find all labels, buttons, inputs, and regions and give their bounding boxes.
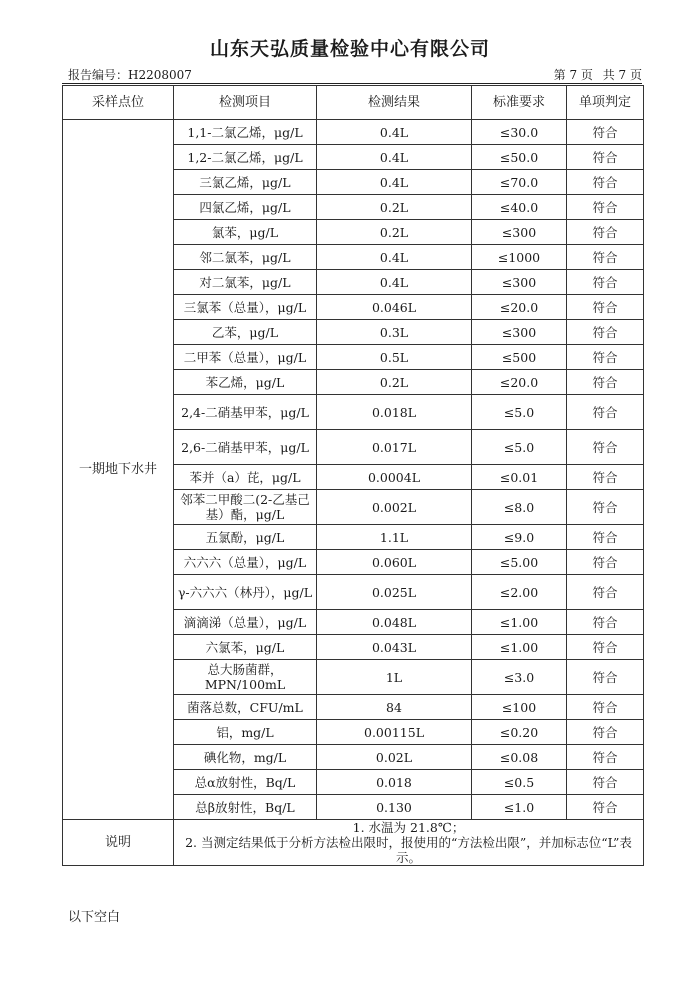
test-result: 0.4L — [317, 245, 472, 270]
test-item: 碘化物，mg/L — [174, 745, 317, 770]
standard-requirement: ≤20.0 — [472, 295, 567, 320]
col-header-result: 检测结果 — [317, 86, 472, 120]
col-header-verdict: 单项判定 — [567, 86, 644, 120]
company-title: 山东天弘质量检验中心有限公司 — [209, 38, 490, 60]
test-item: 乙苯，μg/L — [174, 320, 317, 345]
blank-below-note: 以下空白 — [68, 910, 121, 925]
test-result: 1.1L — [317, 525, 472, 550]
standard-requirement: ≤1.00 — [472, 635, 567, 660]
note-line: 2. 当测定结果低于分析方法检出限时，报使用的“方法检出限”，并加标志位“L”表示。 — [185, 835, 632, 865]
test-result: 0.4L — [317, 270, 472, 295]
test-item: 氯苯，μg/L — [174, 220, 317, 245]
verdict: 符合 — [567, 695, 644, 720]
verdict: 符合 — [567, 245, 644, 270]
test-result: 0.025L — [317, 575, 472, 610]
notes-content — [174, 820, 644, 866]
standard-requirement: ≤0.5 — [472, 770, 567, 795]
verdict: 符合 — [567, 635, 644, 660]
standard-requirement: ≤70.0 — [472, 170, 567, 195]
test-item: 三氯苯（总量），μg/L — [174, 295, 317, 320]
verdict: 符合 — [567, 270, 644, 295]
test-item: 2,6-二硝基甲苯，μg/L — [174, 430, 317, 465]
test-result: 84 — [317, 695, 472, 720]
test-result: 0.060L — [317, 550, 472, 575]
notes-label: 说明 — [63, 820, 174, 866]
header-rule — [62, 83, 642, 84]
standard-requirement: ≤8.0 — [472, 490, 567, 525]
test-item: 二甲苯（总量），μg/L — [174, 345, 317, 370]
col-header-site: 采样点位 — [63, 86, 174, 120]
standard-requirement: ≤20.0 — [472, 370, 567, 395]
test-item: 四氯乙烯，μg/L — [174, 195, 317, 220]
standard-requirement: ≤300 — [472, 220, 567, 245]
report-number: 报告编号：H2208007 — [68, 68, 192, 82]
verdict: 符合 — [567, 770, 644, 795]
verdict: 符合 — [567, 220, 644, 245]
verdict: 符合 — [567, 525, 644, 550]
standard-requirement: ≤3.0 — [472, 660, 567, 695]
test-item: 苯乙烯，μg/L — [174, 370, 317, 395]
col-header-item: 检测项目 — [174, 86, 317, 120]
standard-requirement: ≤30.0 — [472, 120, 567, 145]
test-item: 1,2-二氯乙烯，μg/L — [174, 145, 317, 170]
test-item: 对二氯苯，μg/L — [174, 270, 317, 295]
test-result: 0.00115L — [317, 720, 472, 745]
col-header-standard: 标准要求 — [472, 86, 567, 120]
test-result: 0.017L — [317, 430, 472, 465]
page-number: 第 7 页 — [553, 68, 593, 82]
page-indicator — [548, 66, 642, 83]
standard-requirement: ≤0.01 — [472, 465, 567, 490]
verdict: 符合 — [567, 745, 644, 770]
test-item: 三氯乙烯，μg/L — [174, 170, 317, 195]
sampling-site: 一期地下水井 — [63, 120, 174, 820]
test-result: 0.018 — [317, 770, 472, 795]
verdict: 符合 — [567, 575, 644, 610]
verdict: 符合 — [567, 170, 644, 195]
test-item: 1,1-二氯乙烯，μg/L — [174, 120, 317, 145]
test-result: 0.4L — [317, 120, 472, 145]
verdict: 符合 — [567, 370, 644, 395]
test-item: 菌落总数，CFU/mL — [174, 695, 317, 720]
standard-requirement: ≤1.0 — [472, 795, 567, 820]
test-item: γ-六六六（林丹），μg/L — [174, 575, 317, 610]
standard-requirement: ≤40.0 — [472, 195, 567, 220]
standard-requirement: ≤5.0 — [472, 430, 567, 465]
standard-requirement: ≤5.0 — [472, 395, 567, 430]
standard-requirement: ≤300 — [472, 270, 567, 295]
test-result: 0.0004L — [317, 465, 472, 490]
test-item: 总α放射性，Bq/L — [174, 770, 317, 795]
standard-requirement: ≤500 — [472, 345, 567, 370]
test-result: 0.4L — [317, 145, 472, 170]
verdict: 符合 — [567, 465, 644, 490]
verdict: 符合 — [567, 145, 644, 170]
verdict: 符合 — [567, 120, 644, 145]
verdict: 符合 — [567, 550, 644, 575]
standard-requirement: ≤50.0 — [472, 145, 567, 170]
test-item: 滴滴涕（总量），μg/L — [174, 610, 317, 635]
test-item: 铝，mg/L — [174, 720, 317, 745]
test-result: 0.02L — [317, 745, 472, 770]
test-result: 0.018L — [317, 395, 472, 430]
verdict: 符合 — [567, 345, 644, 370]
test-result: 0.048L — [317, 610, 472, 635]
verdict: 符合 — [567, 320, 644, 345]
test-result: 0.2L — [317, 195, 472, 220]
notes-row — [63, 820, 644, 866]
test-item: 邻苯二甲酸二(2-乙基己基）酯，μg/L — [174, 490, 317, 525]
verdict: 符合 — [567, 295, 644, 320]
standard-requirement: ≤1.00 — [472, 610, 567, 635]
table-row — [63, 120, 644, 145]
standard-requirement: ≤1000 — [472, 245, 567, 270]
test-result: 1L — [317, 660, 472, 695]
test-result: 0.2L — [317, 370, 472, 395]
test-item: 总β放射性，Bq/L — [174, 795, 317, 820]
verdict: 符合 — [567, 195, 644, 220]
test-result: 0.130 — [317, 795, 472, 820]
verdict: 符合 — [567, 795, 644, 820]
test-result: 0.046L — [317, 295, 472, 320]
verdict: 符合 — [567, 430, 644, 465]
test-item: 邻二氯苯，μg/L — [174, 245, 317, 270]
standard-requirement: ≤5.00 — [472, 550, 567, 575]
test-item: 六氯苯，μg/L — [174, 635, 317, 660]
test-result: 0.5L — [317, 345, 472, 370]
test-item: 2,4-二硝基甲苯，μg/L — [174, 395, 317, 430]
table-header-row — [63, 86, 644, 120]
standard-requirement: ≤0.20 — [472, 720, 567, 745]
standard-requirement: ≤100 — [472, 695, 567, 720]
test-item: 苯并（a）芘，μg/L — [174, 465, 317, 490]
verdict: 符合 — [567, 660, 644, 695]
test-result: 0.3L — [317, 320, 472, 345]
test-result: 0.2L — [317, 220, 472, 245]
test-result: 0.002L — [317, 490, 472, 525]
standard-requirement: ≤0.08 — [472, 745, 567, 770]
test-result: 0.043L — [317, 635, 472, 660]
verdict: 符合 — [567, 610, 644, 635]
test-item: 总大肠菌群，MPN/100mL — [174, 660, 317, 695]
results-table — [62, 85, 644, 866]
note-line: 1. 水温为 21.8℃； — [352, 820, 465, 835]
test-item: 五氯酚，μg/L — [174, 525, 317, 550]
test-result: 0.4L — [317, 170, 472, 195]
verdict: 符合 — [567, 395, 644, 430]
table-body — [63, 120, 644, 820]
standard-requirement: ≤9.0 — [472, 525, 567, 550]
verdict: 符合 — [567, 490, 644, 525]
test-item: 六六六（总量），μg/L — [174, 550, 317, 575]
verdict: 符合 — [567, 720, 644, 745]
standard-requirement: ≤300 — [472, 320, 567, 345]
standard-requirement: ≤2.00 — [472, 575, 567, 610]
page-total: 共 7 页 — [602, 68, 642, 82]
